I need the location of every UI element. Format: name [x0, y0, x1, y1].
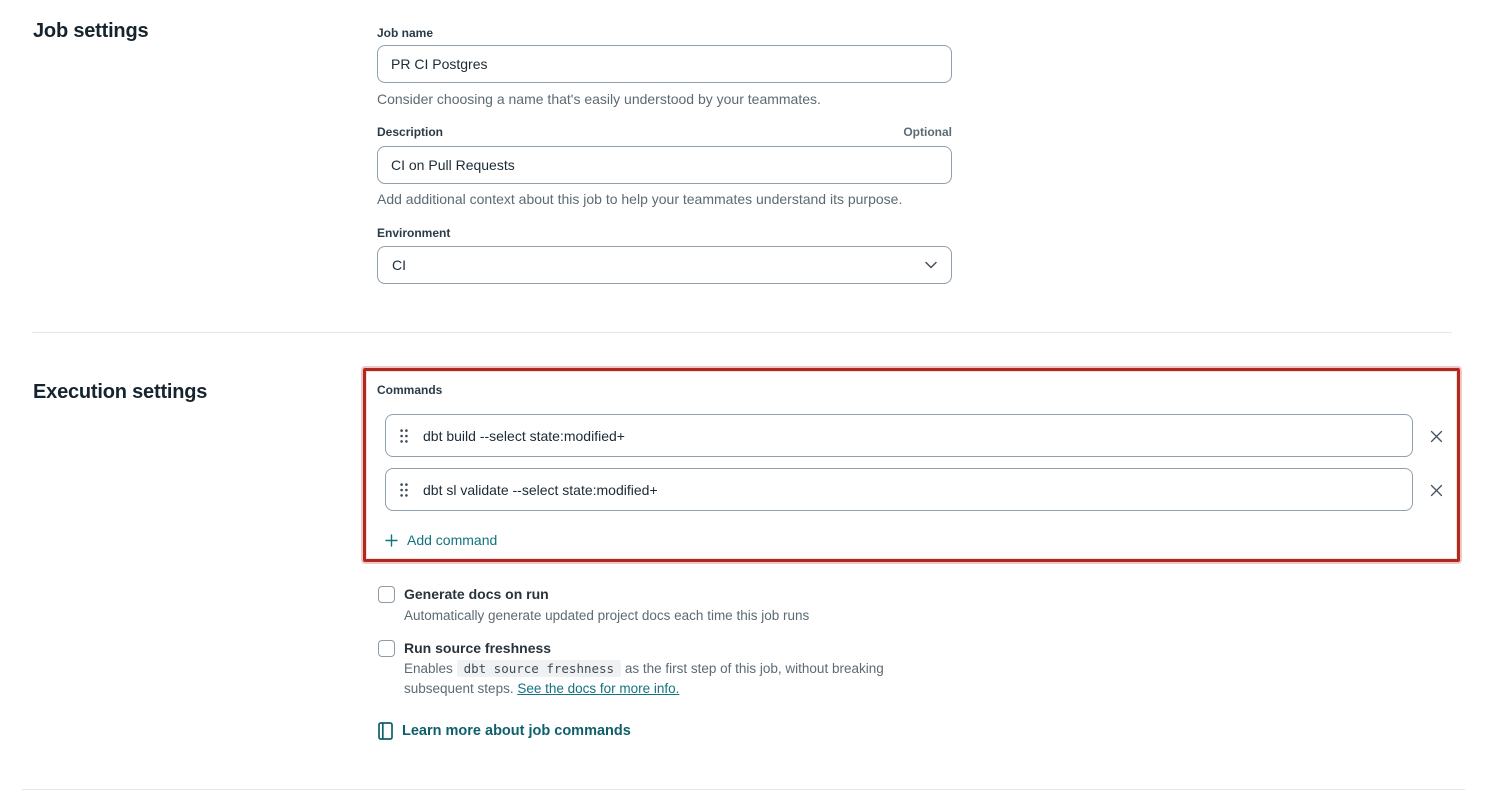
generate-docs-helper: Automatically generate updated project docs each time this job runs [404, 608, 810, 623]
close-icon [1429, 483, 1444, 498]
execution-settings-heading: Execution settings [33, 381, 208, 403]
environment-select[interactable] [377, 246, 952, 284]
freshness-code-snippet: dbt source freshness [457, 660, 622, 677]
close-icon [1429, 429, 1444, 444]
run-source-freshness-checkbox[interactable] [378, 640, 395, 657]
plus-icon [385, 534, 398, 547]
description-label-row [377, 125, 952, 139]
run-source-freshness-label: Run source freshness [404, 640, 552, 656]
add-command-label: Add command [407, 532, 498, 548]
freshness-helper-suffix: as the first step of this job, without breaking subsequent steps. [404, 661, 884, 696]
add-command-button[interactable] [385, 532, 497, 548]
learn-more-label: Learn more about job commands [402, 723, 631, 739]
section-divider [32, 332, 1452, 333]
description-label: Description [377, 125, 444, 139]
drag-handle-icon[interactable] [400, 429, 408, 443]
job-name-helper: Consider choosing a name that's easily understood by your teammates. [377, 91, 821, 107]
chevron-down-icon [925, 261, 937, 269]
description-input[interactable] [377, 146, 952, 184]
job-name-input[interactable] [377, 45, 952, 83]
description-helper: Add additional context about this job to help your teammates understand its purpose. [377, 191, 903, 207]
commands-highlight-box [363, 368, 1460, 562]
generate-docs-label: Generate docs on run [404, 586, 549, 602]
environment-label: Environment [377, 226, 451, 240]
environment-selected-value: CI [392, 257, 406, 273]
drag-handle-icon[interactable] [400, 483, 408, 497]
job-settings-heading: Job settings [33, 20, 149, 42]
command-text: dbt build --select state:modified+ [423, 427, 625, 444]
command-text: dbt sl validate --select state:modified+ [423, 481, 658, 498]
command-row[interactable] [385, 414, 1413, 457]
job-name-label: Job name [377, 26, 434, 40]
freshness-helper-prefix: Enables [404, 661, 453, 676]
command-row[interactable] [385, 468, 1413, 511]
commands-label: Commands [377, 383, 443, 397]
bottom-divider [22, 789, 1465, 790]
optional-badge: Optional [903, 125, 952, 139]
learn-more-link[interactable] [378, 722, 631, 740]
remove-command-button[interactable] [1424, 424, 1448, 448]
run-source-freshness-helper [404, 659, 942, 699]
generate-docs-checkbox[interactable] [378, 586, 395, 603]
book-icon [378, 722, 393, 740]
remove-command-button[interactable] [1424, 478, 1448, 502]
see-docs-link[interactable]: See the docs for more info. [517, 681, 680, 696]
